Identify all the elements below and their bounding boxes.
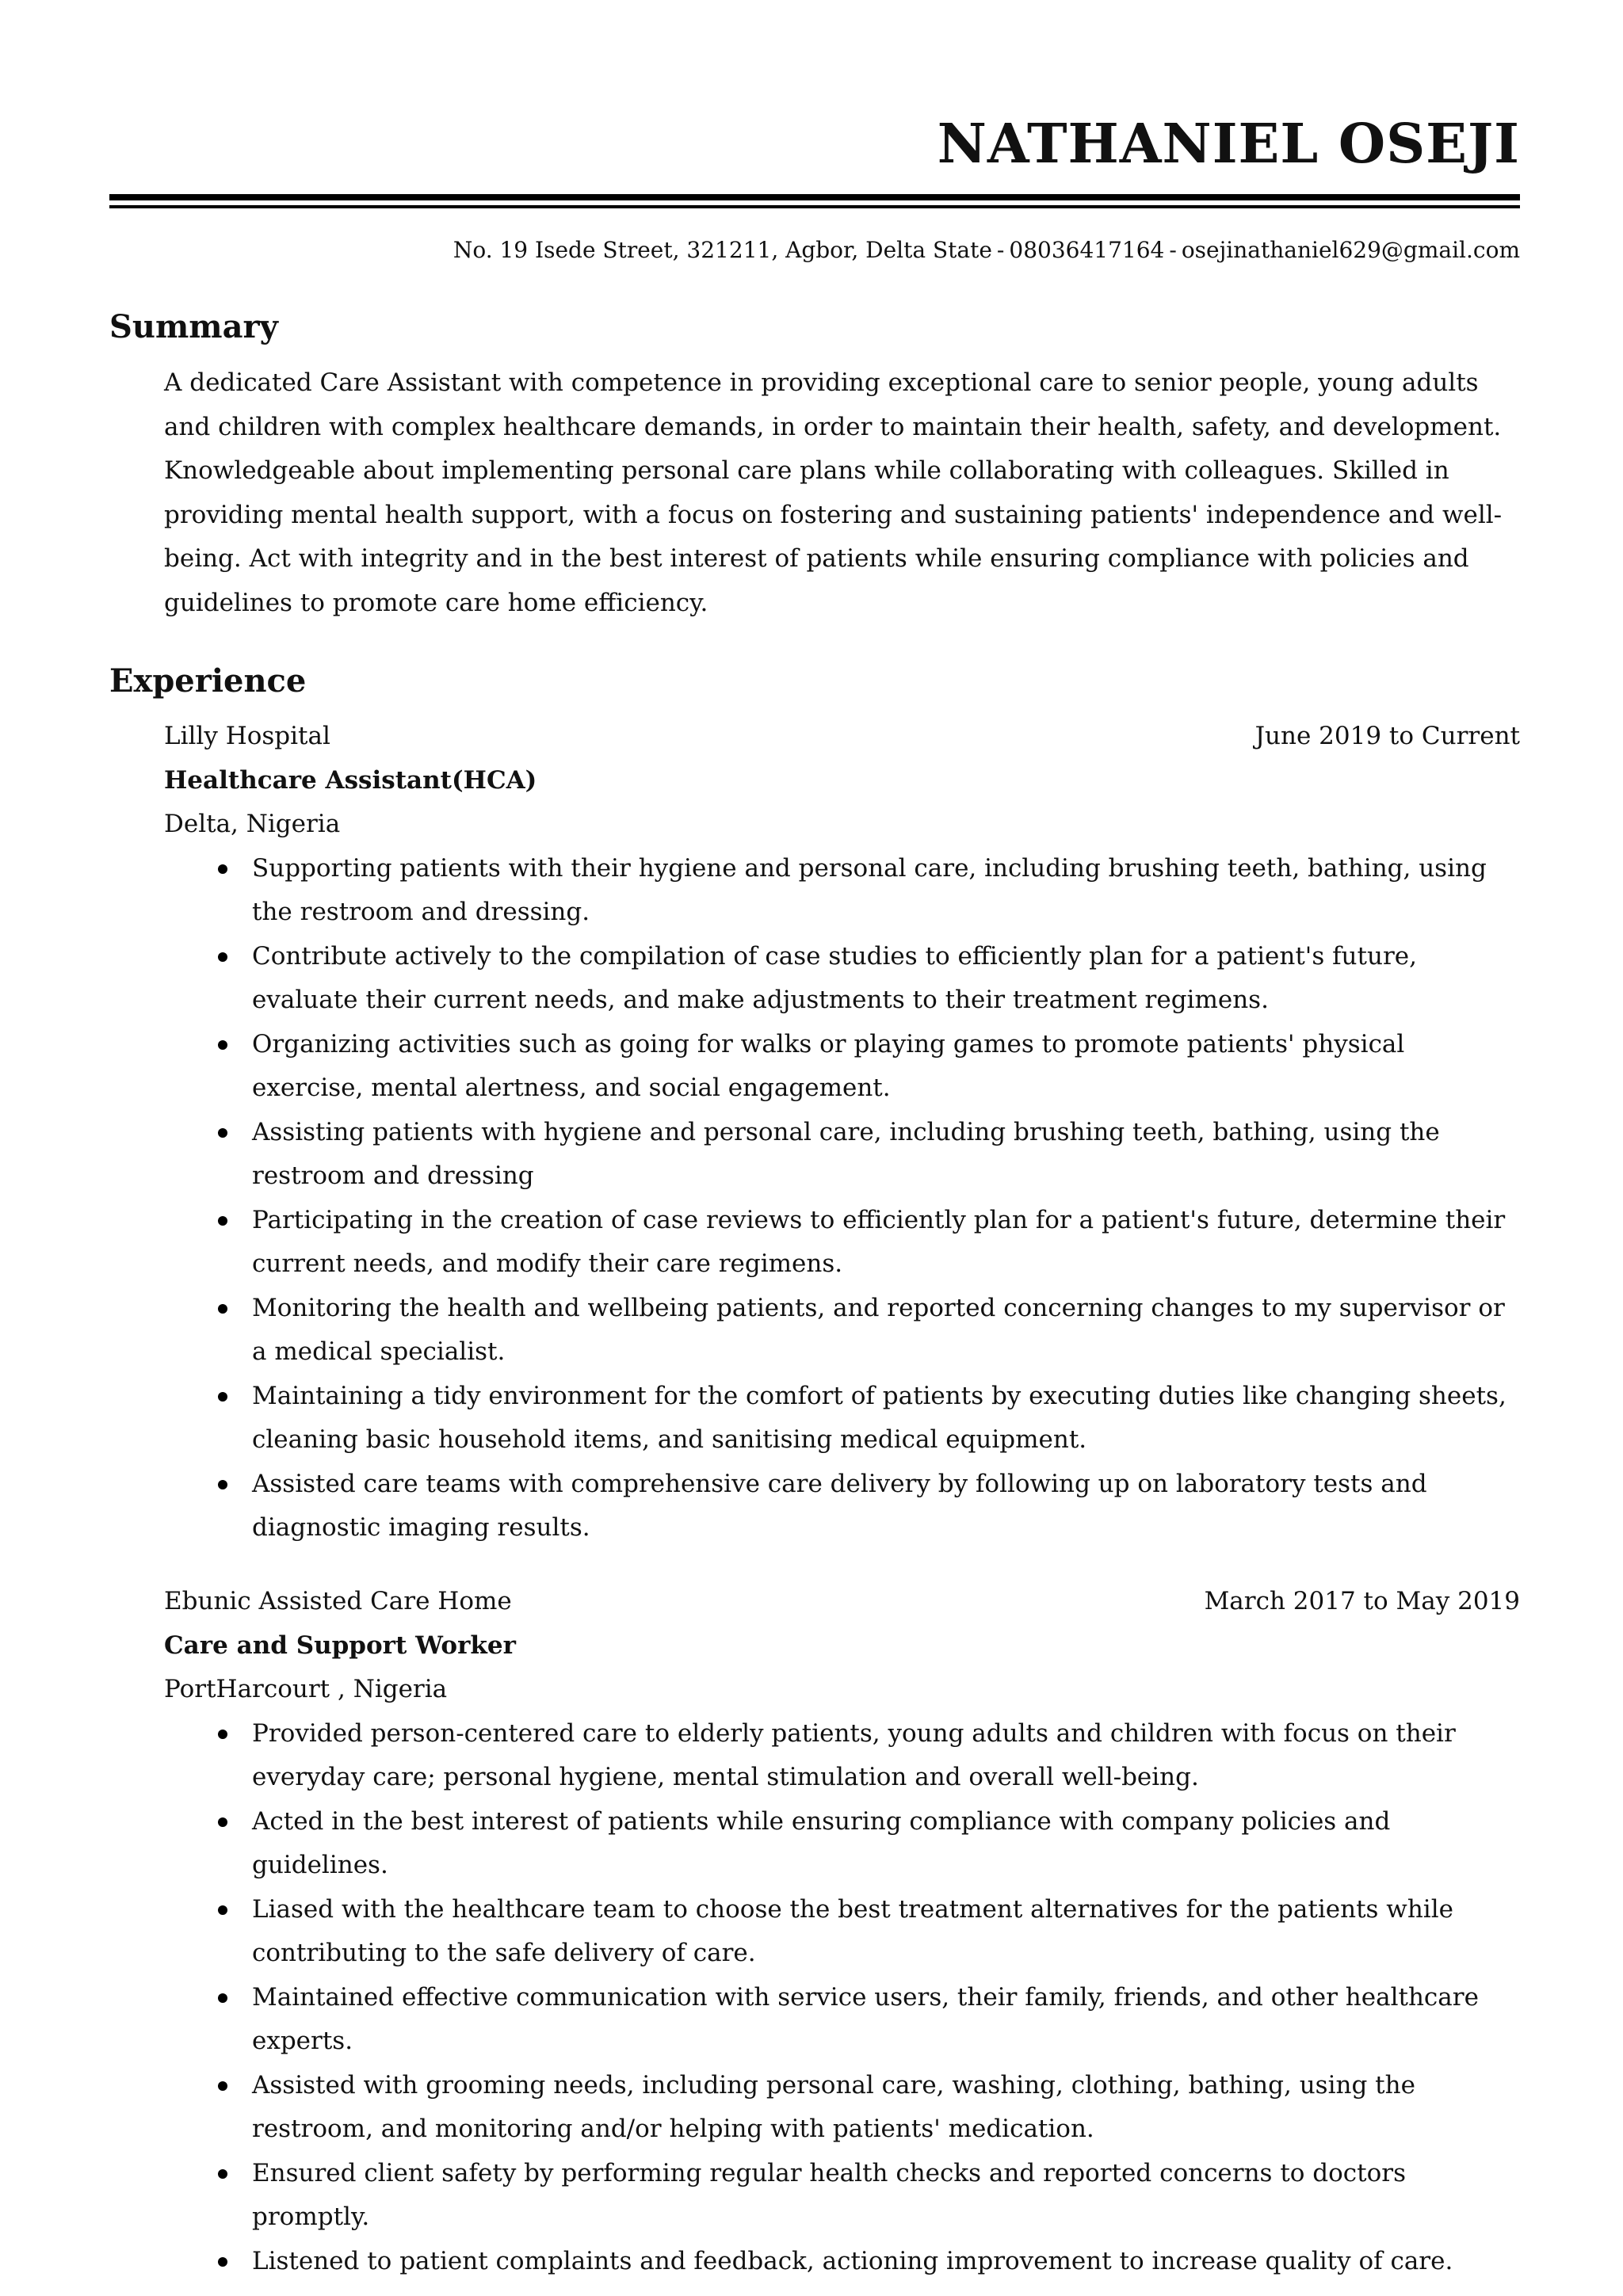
bullet-icon (218, 2169, 227, 2179)
list-item (164, 2152, 1520, 2240)
contact-address: No. 19 Isede Street, 321211, Agbor, Delta State (453, 237, 992, 263)
contact-separator: - (996, 237, 1005, 263)
job-location: PortHarcourt , Nigeria (164, 1675, 448, 1703)
experience-heading: Experience (109, 662, 307, 700)
summary-text: A dedicated Care Assistant with competence in providing exceptional care to senior people, young adults and children with complex healthcare demands, in order to maintain their health, safety, and development. Knowledgeable about implementing personal care plans while collaborating with colleagues. Skilled in providing mental health support, with a focus on fostering and sustaining patients' independence and well-being. Act with integrity and in the best interest of patients while ensuring compliance with policies and guidelines to promote care home efficiency. (164, 368, 1503, 617)
bullet-text: Supporting patients with their hygiene and personal care, including brushing teeth, bathing, using the restroom and dressing. (252, 853, 1487, 926)
header-rule-thick (109, 194, 1520, 200)
bullet-text: Acted in the best interest of patients while ensuring compliance with company policies and guidelines. (252, 1806, 1391, 1879)
job-bullet-list (164, 1712, 1520, 2284)
list-item (164, 1463, 1520, 1550)
job-employer: Lilly Hospital (164, 722, 330, 750)
bullet-text: Monitoring the health and wellbeing patients, and reported concerning changes to my supervisor or a medical specialist. (252, 1293, 1505, 1366)
bullet-icon (218, 1905, 227, 1915)
bullet-icon (218, 1392, 227, 1402)
bullet-icon (218, 2257, 227, 2267)
contact-line (453, 235, 1520, 266)
list-item (164, 2064, 1520, 2152)
job-header (164, 715, 1520, 759)
list-item (164, 1375, 1520, 1463)
experience-entry-lilly-hospital (164, 715, 1520, 1550)
bullet-text: Ensured client safety by performing regular health checks and reported concerns to doctors promptly. (252, 2158, 1407, 2231)
job-header (164, 1580, 1520, 1624)
job-dates: June 2019 to Current (1254, 722, 1520, 750)
contact-separator: - (1169, 237, 1177, 263)
bullet-text: Assisted with grooming needs, including personal care, washing, clothing, bathing, using the restroom, and monitoring and/or helping with patients' medication. (252, 2070, 1415, 2143)
bullet-icon (218, 1730, 227, 1739)
bullet-text: Contribute actively to the compilation of case studies to efficiently plan for a patient's future, evaluate their current needs, and make adjustments to their treatment regimens. (252, 941, 1417, 1014)
bullet-text: Maintaining a tidy environment for the comfort of patients by executing duties like changing sheets, cleaning basic household items, and sanitising medical equipment. (252, 1381, 1507, 1454)
list-item (164, 1023, 1520, 1111)
bullet-icon (218, 1993, 227, 2003)
bullet-icon (218, 1128, 227, 1138)
job-title: Healthcare Assistant(HCA) (164, 765, 537, 795)
list-item (164, 2240, 1520, 2284)
summary-heading: Summary (109, 308, 278, 345)
bullet-text: Provided person-centered care to elderly patients, young adults and children with focus on their everyday care; personal hygiene, mental stimulation and overall well-being. (252, 1718, 1456, 1791)
bullet-icon (218, 1040, 227, 1050)
bullet-icon (218, 1216, 227, 1226)
list-item (164, 1800, 1520, 1888)
bullet-icon (218, 1480, 227, 1489)
job-location: Delta, Nigeria (164, 810, 341, 838)
list-item (164, 847, 1520, 935)
list-item (164, 1712, 1520, 1800)
list-item (164, 1199, 1520, 1287)
bullet-text: Maintained effective communication with service users, their family, friends, and other healthcare experts. (252, 1982, 1479, 2055)
list-item (164, 1888, 1520, 1976)
job-dates: March 2017 to May 2019 (1204, 1587, 1520, 1615)
header-rule-thin (109, 205, 1520, 208)
list-item (164, 935, 1520, 1023)
bullet-icon (218, 864, 227, 874)
bullet-text: Liased with the healthcare team to choose the best treatment alternatives for the patients while contributing to the safe delivery of care. (252, 1894, 1453, 1967)
contact-email: osejinathaniel629@gmail.com (1181, 237, 1520, 263)
job-bullet-list (164, 847, 1520, 1550)
bullet-icon (218, 1304, 227, 1314)
job-title: Care and Support Worker (164, 1630, 516, 1660)
list-item (164, 1111, 1520, 1199)
list-item (164, 1287, 1520, 1375)
bullet-icon (218, 1817, 227, 1827)
experience-entry-ebunic-care-home (164, 1580, 1520, 2283)
list-item (164, 1976, 1520, 2064)
candidate-name: NATHANIEL OSEJI (937, 113, 1520, 176)
bullet-icon (218, 952, 227, 962)
bullet-text: Listened to patient complaints and feedback, actioning improvement to increase quality of care. (252, 2246, 1453, 2275)
bullet-text: Participating in the creation of case reviews to efficiently plan for a patient's future, determine their current needs, and modify their care regimens. (252, 1205, 1506, 1278)
bullet-icon (218, 2081, 227, 2091)
bullet-text: Assisting patients with hygiene and personal care, including brushing teeth, bathing, using the restroom and dressing (252, 1117, 1440, 1190)
contact-phone: 08036417164 (1009, 237, 1165, 263)
bullet-text: Organizing activities such as going for walks or playing games to promote patients' physical exercise, mental alertness, and social engagement. (252, 1029, 1405, 1102)
bullet-text: Assisted care teams with comprehensive care delivery by following up on laboratory tests and diagnostic imaging results. (252, 1469, 1427, 1542)
job-employer: Ebunic Assisted Care Home (164, 1587, 512, 1615)
